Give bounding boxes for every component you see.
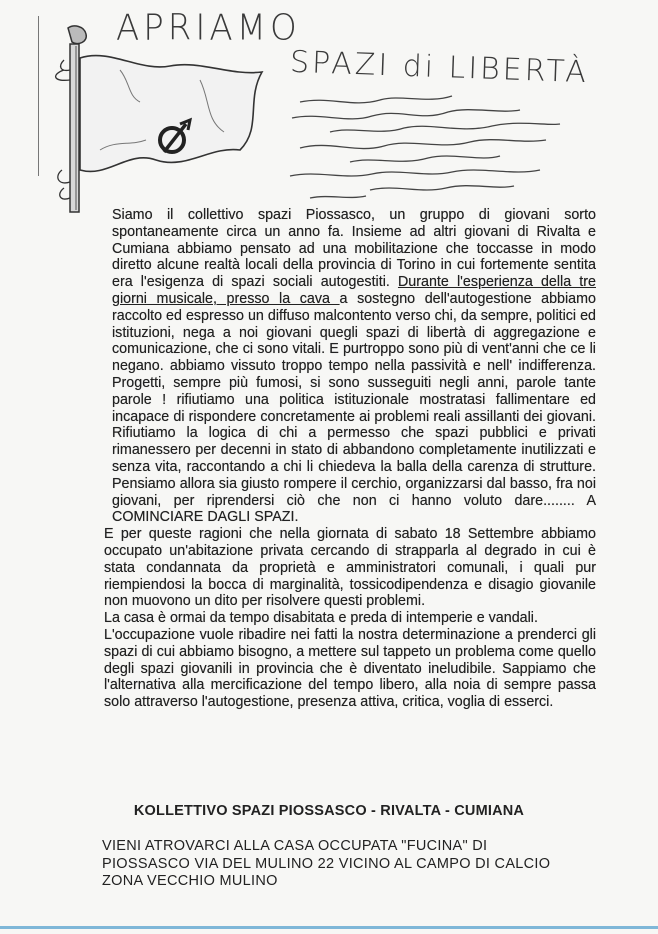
viewer-bottom-bar <box>0 926 658 929</box>
clouds-drawing <box>290 96 560 198</box>
paragraph-1-underlined: Durante l'esperienza della tre giorni musicale, presso la cava <box>112 274 596 307</box>
paragraph-3: La casa è ormai da tempo disabitata e preda di intemperie e vandali. <box>104 610 538 627</box>
manifesto-text <box>104 207 596 711</box>
rope-top <box>56 60 70 80</box>
collective-signature: KOLLETTIVO SPAZI PIOSSASCO - RIVALTA - CUMIANA <box>133 803 525 819</box>
title-line-2: SPAZI di LIBERTÀ <box>289 44 590 91</box>
pole-finial <box>68 26 86 44</box>
flag-illustration <box>0 0 658 230</box>
visit-info <box>102 838 582 891</box>
paragraph-4: L'occupazione vuole ribadire nei fatti la nostra determinazione a prenderci gli spazi di cui abbiamo bisogno, a mettere sul tappeto un problema come quello degli spazi giovanili in provincia che è diventato ineludibile. Sappiamo che l'alternativa alla mercificazione del tempo libero, alla noia di sempre passa solo attraverso l'autogestione, presenza attiva, critica, voglia di esserci. <box>104 626 596 711</box>
rope-bottom <box>58 170 70 199</box>
flag <box>80 56 262 172</box>
paragraph-2: E per queste ragioni che nella giornata di sabato 18 Settembre abbiamo occupato un'abitazione privata cercando di strapparla al degrado in cui è stata condannata da proprietà e amministratori comunali, i quali pur riempiendosi la bocca di marginalità, tossicodipendenza e disagio giovanile non muovono un dito per risolvere questi problemi. <box>104 526 596 610</box>
title-line-1: APRIAMO <box>116 7 301 49</box>
visit-line-1: VIENI ATROVARCI ALLA CASA OCCUPATA "FUCINA" DI <box>102 838 488 854</box>
paragraph-1 <box>104 207 596 526</box>
paragraph-1-start: Siamo il collettivo spazi Piossasco, un gruppo di giovani sorto spontaneamente circa un anno fa. Insieme ad altri giovani di Rivalta e Cumiana abbiamo pensato ad una mobilitazione che toccasse in modo diretto alcune realtà locali della provincia di Torino in cui fortemente sentita era l'esigenza di spazi sociali autogestiti. <box>112 207 596 291</box>
visit-line-3: ZONA VECCHIO MULINO <box>102 873 278 889</box>
flag-pole <box>70 44 79 212</box>
visit-line-2: PIOSSASCO VIA DEL MULINO 22 VICINO AL CAMPO DI CALCIO <box>102 855 551 872</box>
paragraph-1-end: a sostegno dell'autogestione abbiamo raccolto ed espresso un diffuso malcontento verso chi, da sempre, politici ed istituzioni, nega a noi giovani quegli spazi di libertà di aggregazione e comunicazione, che ci sono vitali. E purtroppo sono più di vent'anni che ce li negano. abbiamo vissuto troppo tempo nella passività e nell' indifferenza. Progetti, sempre più fumosi, si sono susseguiti negli anni, parole tante parole ! rifiutiamo una politica istituzionale mostratasi fallimentare ed incapace di rispondere concretamente ai problemi reali assillanti dei giovani. Rifiutiamo la logica di chi a permesso che spazi pubblici e privati rimanessero per decenni in stato di abbandono completamente inutilizzati e senza vita, raccontando a chi li chiedeva la balla della carenza di strutture. Pensiamo allora sia giusto rompere il cerchio, organizzarsi dal basso, fra noi giovani, per riprendersi ciò che non ci hanno voluto dare........ A COMINCIARE DAGLI SPAZI. <box>112 290 596 526</box>
